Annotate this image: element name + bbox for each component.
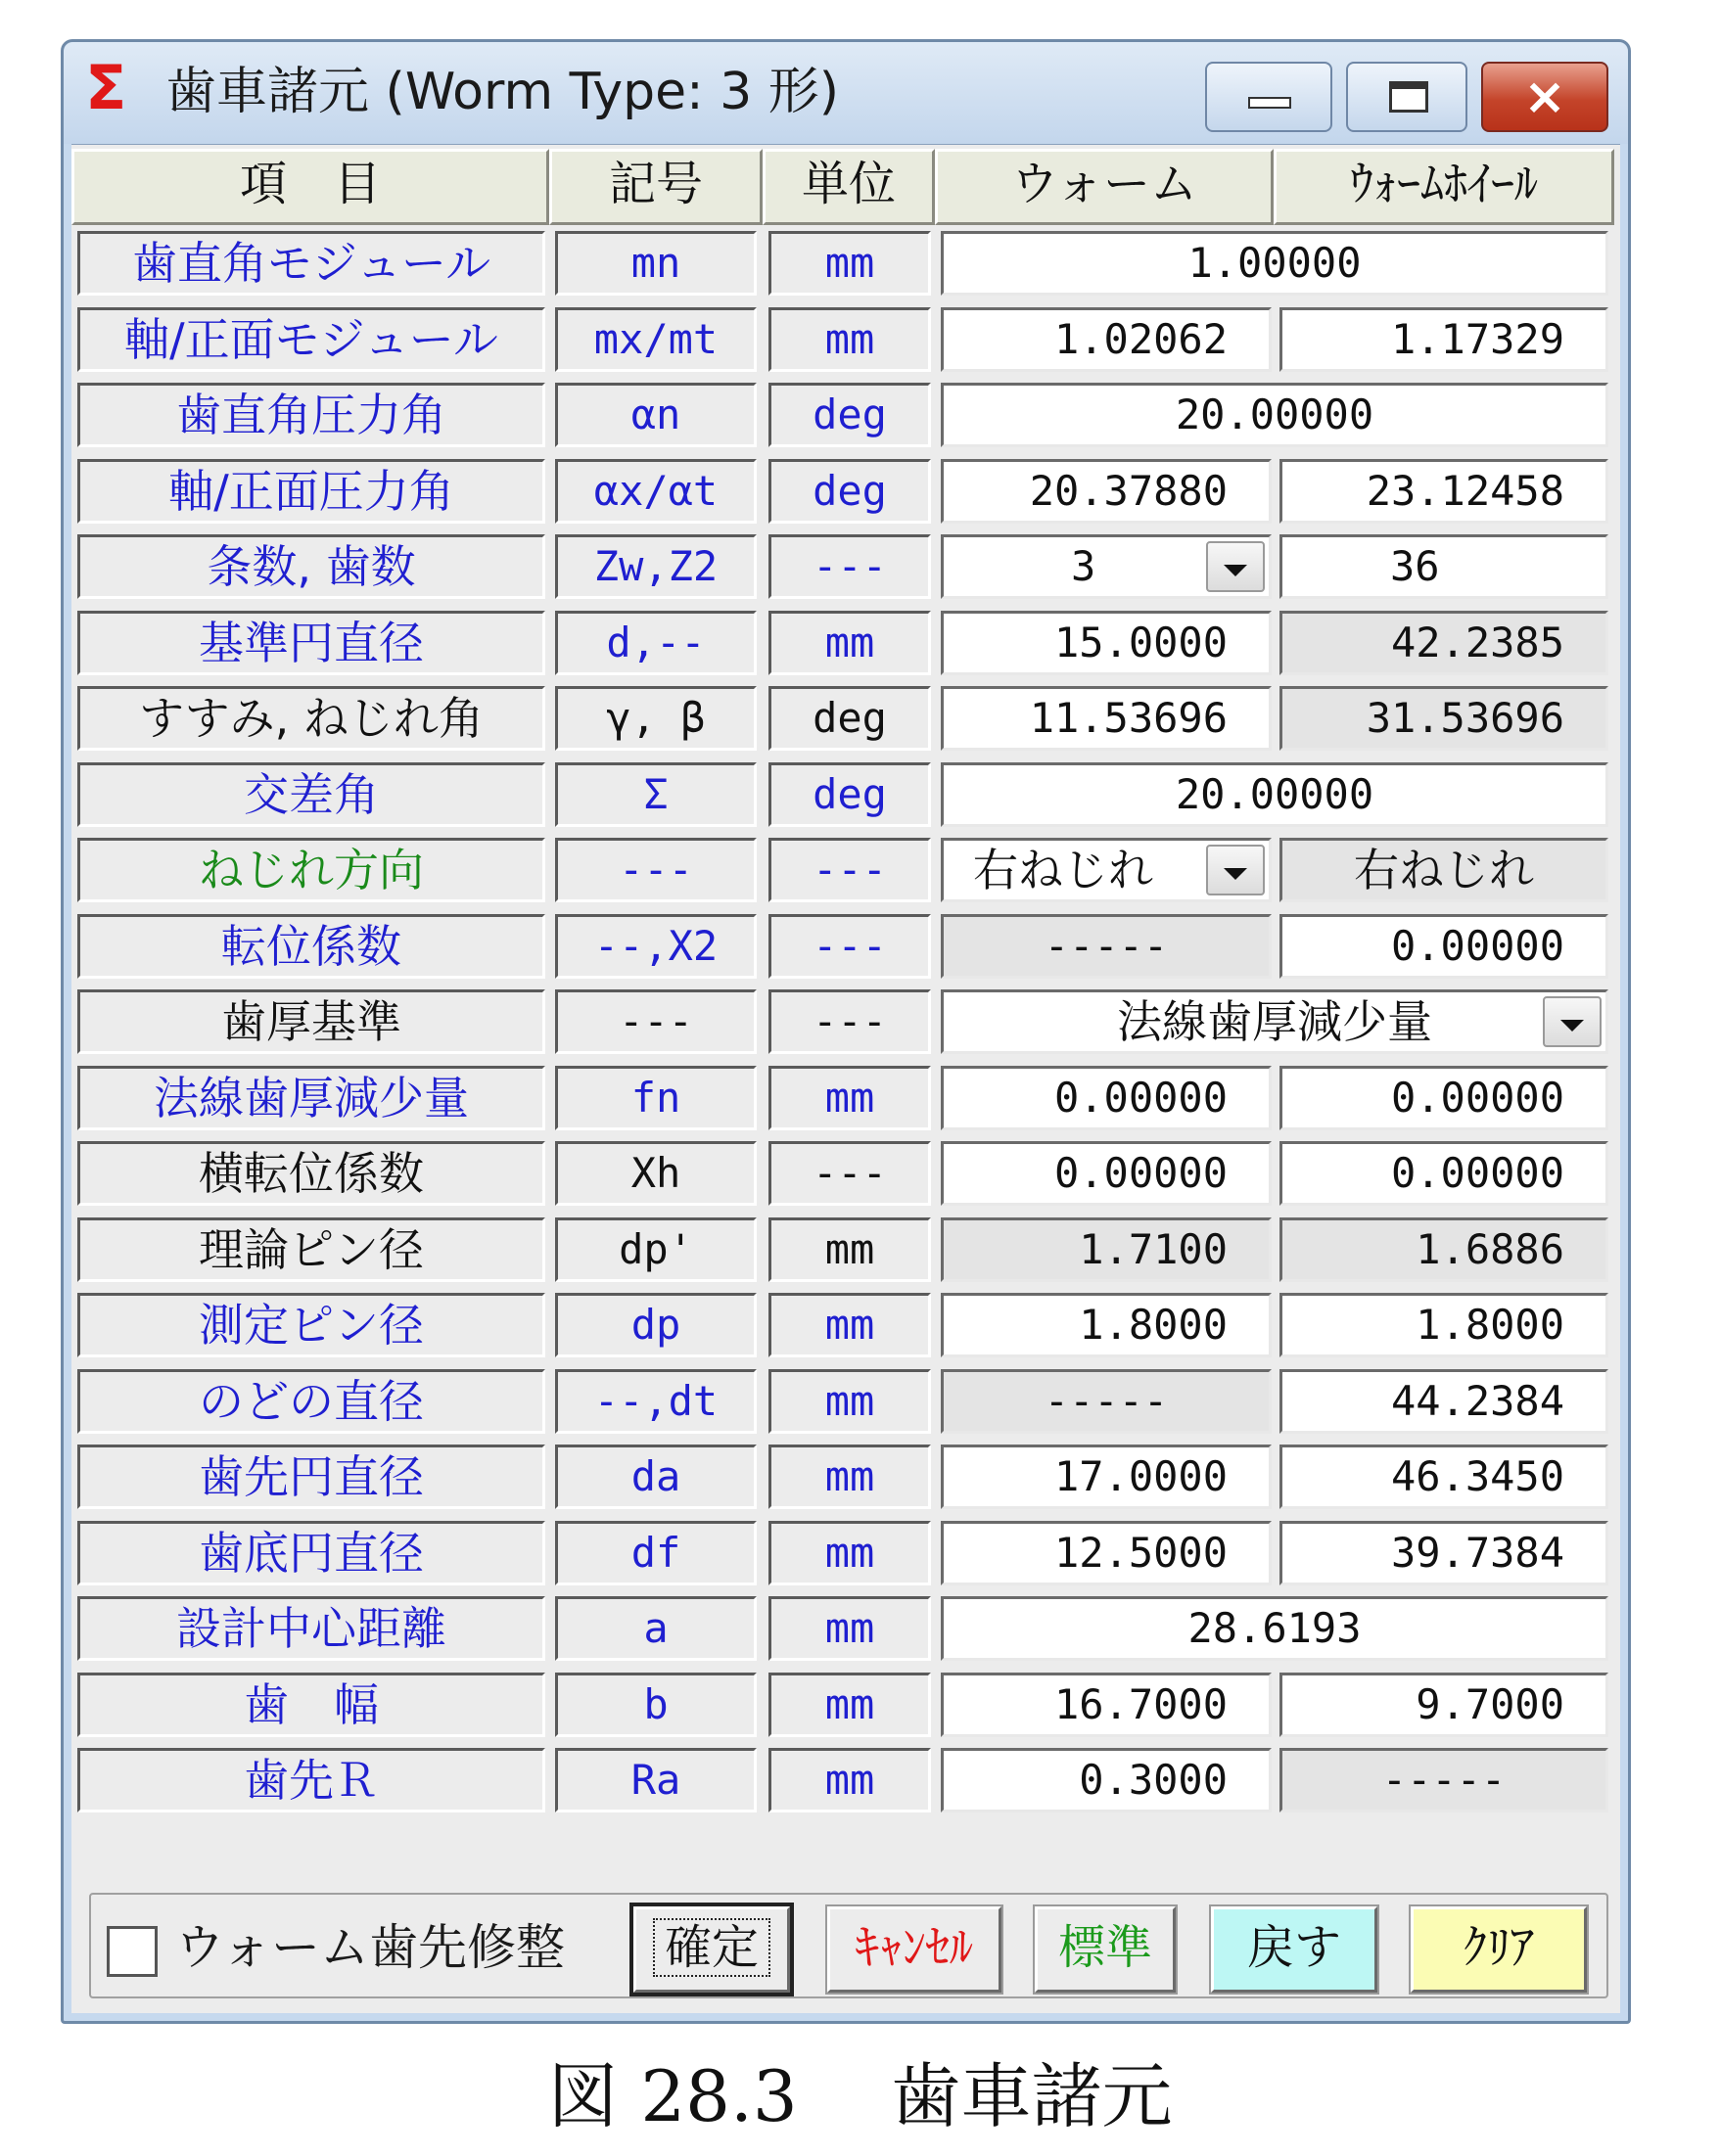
row-unit: ---	[768, 914, 931, 979]
row-unit: mm	[768, 1293, 931, 1357]
wheel-value-field[interactable]: 1.8000	[1279, 1293, 1608, 1357]
row-symbol: mx/mt	[555, 307, 757, 372]
row-symbol: fn	[555, 1066, 757, 1130]
row-symbol: dp'	[555, 1217, 757, 1282]
sigma-icon: Σ	[85, 52, 127, 123]
window-title: 歯車諸元 (Worm Type: 3 形)	[165, 63, 840, 121]
tip-modification-checkbox[interactable]	[107, 1926, 158, 1977]
close-icon: ×	[1523, 68, 1566, 126]
row-symbol: --,dt	[555, 1369, 757, 1434]
wheel-value-field[interactable]: 46.3450	[1279, 1445, 1608, 1509]
row-symbol: df	[555, 1521, 757, 1585]
worm-value-text: 1.02062	[1053, 315, 1228, 363]
value-field-shared[interactable]	[941, 1596, 1608, 1661]
worm-value-field[interactable]	[941, 1521, 1272, 1585]
wheel-value-field: 1.6886	[1279, 1217, 1608, 1282]
ok-button[interactable]	[633, 1906, 790, 1993]
worm-value-text: 11.53696	[1029, 694, 1228, 742]
worm-value-field[interactable]	[941, 307, 1272, 372]
value-text: 20.00000	[1175, 770, 1374, 818]
worm-value-text: 1.8000	[1079, 1301, 1228, 1349]
standard-button-label: 標準	[1057, 1920, 1152, 1975]
wheel-value-field[interactable]: 1.17329	[1279, 307, 1608, 372]
row-unit: mm	[768, 1673, 931, 1737]
row-symbol: mn	[555, 231, 757, 296]
row-label: 基準円直径	[77, 611, 545, 675]
row-label: 歯直角モジュール	[77, 231, 545, 296]
worm-value-text: 0.00000	[1053, 1149, 1228, 1197]
value-text: 20.00000	[1175, 390, 1374, 438]
wheel-value-field: 42.2385	[1279, 611, 1608, 675]
row-label: 測定ピン径	[77, 1293, 545, 1357]
worm-value-field[interactable]	[941, 1217, 1272, 1282]
row-label: 横転位係数	[77, 1141, 545, 1206]
wheel-value-field[interactable]: 36	[1279, 534, 1608, 599]
wheel-value-field[interactable]: 39.7384	[1279, 1521, 1608, 1585]
row-label: 転位係数	[77, 914, 545, 979]
worm-value-text: -----	[1044, 1377, 1169, 1425]
row-unit: mm	[768, 307, 931, 372]
row-unit: mm	[768, 1066, 931, 1130]
minimize-button[interactable]	[1205, 62, 1332, 132]
worm-value-text: 12.5000	[1053, 1529, 1228, 1577]
row-unit: mm	[768, 1445, 931, 1509]
clear-button-label: ｸﾘｱ	[1463, 1920, 1534, 1975]
row-unit: mm	[768, 1748, 931, 1812]
worm-value-text: 0.3000	[1079, 1756, 1228, 1804]
wheel-value-field: 31.53696	[1279, 686, 1608, 751]
wheel-value-field: -----	[1279, 1748, 1608, 1812]
worm-value-text: 16.7000	[1053, 1680, 1228, 1728]
value-field-shared[interactable]	[941, 231, 1608, 296]
row-unit: mm	[768, 1217, 931, 1282]
back-button-label: 戻す	[1246, 1920, 1341, 1975]
row-unit: ---	[768, 1141, 931, 1206]
minimize-icon	[1248, 97, 1291, 109]
ok-button-label: 確定	[653, 1918, 770, 1977]
row-label: 交差角	[77, 762, 545, 827]
worm-value-text: 3	[1071, 542, 1096, 590]
row-unit: mm	[768, 1521, 931, 1585]
row-symbol: a	[555, 1596, 757, 1661]
cancel-button-label: ｷｬﾝｾﾙ	[855, 1920, 973, 1975]
gear-specs-window	[61, 39, 1631, 2024]
row-label: 歯直角圧力角	[77, 383, 545, 447]
close-button[interactable]	[1481, 62, 1608, 132]
row-symbol: αn	[555, 383, 757, 447]
row-symbol: γ, β	[555, 686, 757, 751]
row-symbol: b	[555, 1673, 757, 1737]
wheel-value-field[interactable]: 44.2384	[1279, 1369, 1608, 1434]
worm-value-text: 右ねじれ	[973, 844, 1153, 896]
row-label: 軸/正面モジュール	[77, 307, 545, 372]
header-wheel: ｳｫｰﾑﾎｲｰﾙ	[1274, 149, 1614, 225]
worm-value-text: 0.00000	[1053, 1074, 1228, 1122]
cancel-button[interactable]	[827, 1906, 1001, 1993]
row-unit: mm	[768, 611, 931, 675]
row-unit: ---	[768, 534, 931, 599]
row-label: のどの直径	[77, 1369, 545, 1434]
figure-caption: 図 28.3 歯車諸元	[547, 2055, 1173, 2137]
worm-select[interactable]	[941, 838, 1272, 902]
row-symbol: dp	[555, 1293, 757, 1357]
row-label: 歯先Ｒ	[77, 1748, 545, 1812]
row-label: すすみ, ねじれ角	[77, 686, 545, 751]
chevron-down-icon[interactable]	[1543, 996, 1602, 1047]
chevron-down-icon[interactable]	[1206, 541, 1265, 592]
worm-value-text: 17.0000	[1053, 1452, 1228, 1500]
dialog-client-area	[71, 144, 1620, 2013]
row-label: 歯底円直径	[77, 1521, 545, 1585]
maximize-icon	[1389, 81, 1428, 113]
row-unit: deg	[768, 383, 931, 447]
value-field-shared[interactable]	[941, 383, 1608, 447]
row-symbol: αx/αt	[555, 459, 757, 524]
value-text: 28.6193	[1187, 1604, 1362, 1652]
row-symbol: --,X2	[555, 914, 757, 979]
value-field-shared[interactable]	[941, 762, 1608, 827]
row-unit: mm	[768, 231, 931, 296]
worm-value-text: 1.7100	[1079, 1225, 1228, 1273]
worm-value-field[interactable]	[941, 1066, 1272, 1130]
worm-value-text: 15.0000	[1053, 619, 1228, 666]
wheel-value-field[interactable]: 0.00000	[1279, 1141, 1608, 1206]
title-bar[interactable]	[64, 42, 1628, 144]
wheel-value-field: 右ねじれ	[1279, 838, 1608, 902]
header-symbol: 記号	[549, 149, 763, 225]
wheel-value-field[interactable]: 0.00000	[1279, 914, 1608, 979]
worm-select[interactable]	[941, 534, 1272, 599]
row-symbol: ---	[555, 838, 757, 902]
worm-value-text: 20.37880	[1029, 467, 1228, 515]
row-label: 軸/正面圧力角	[77, 459, 545, 524]
tip-modification-label: ウォーム歯先修整	[175, 1919, 565, 1976]
row-symbol: Xh	[555, 1141, 757, 1206]
worm-value-field[interactable]	[941, 914, 1272, 979]
row-label: 理論ピン径	[77, 1217, 545, 1282]
row-label: ねじれ方向	[77, 838, 545, 902]
worm-value-field[interactable]	[941, 1673, 1272, 1737]
row-unit: mm	[768, 1369, 931, 1434]
row-unit: mm	[768, 1596, 931, 1661]
standard-button[interactable]	[1035, 1906, 1176, 1993]
row-symbol: Ra	[555, 1748, 757, 1812]
row-label: 条数, 歯数	[77, 534, 545, 599]
header-item: 項 目	[71, 149, 549, 225]
maximize-button[interactable]	[1346, 62, 1467, 132]
header-worm: ウォーム	[935, 149, 1274, 225]
worm-value-field[interactable]	[941, 1369, 1272, 1434]
row-symbol: ---	[555, 989, 757, 1054]
row-symbol: da	[555, 1445, 757, 1509]
wheel-value-field[interactable]: 9.7000	[1279, 1673, 1608, 1737]
row-label: 歯先円直径	[77, 1445, 545, 1509]
wheel-value-field[interactable]: 23.12458	[1279, 459, 1608, 524]
worm-value-field[interactable]	[941, 611, 1272, 675]
row-unit: deg	[768, 459, 931, 524]
row-label: 歯 幅	[77, 1673, 545, 1737]
back-button[interactable]	[1211, 1906, 1377, 1993]
worm-value-field[interactable]	[941, 1748, 1272, 1812]
worm-value-field[interactable]	[941, 1141, 1272, 1206]
row-symbol: d,--	[555, 611, 757, 675]
row-unit: ---	[768, 838, 931, 902]
chevron-down-icon[interactable]	[1206, 845, 1265, 895]
value-text: 法線歯厚減少量	[1117, 995, 1432, 1048]
worm-value-field[interactable]	[941, 686, 1272, 751]
row-label: 法線歯厚減少量	[77, 1066, 545, 1130]
row-symbol: Zw,Z2	[555, 534, 757, 599]
row-symbol: Σ	[555, 762, 757, 827]
clear-button[interactable]	[1411, 1906, 1587, 1993]
worm-value-field[interactable]	[941, 459, 1272, 524]
row-unit: deg	[768, 686, 931, 751]
worm-value-field[interactable]	[941, 1293, 1272, 1357]
worm-value-field[interactable]	[941, 1445, 1272, 1509]
row-label: 歯厚基準	[77, 989, 545, 1054]
thickness-basis-select[interactable]	[941, 989, 1608, 1054]
header-unit: 単位	[763, 149, 935, 225]
row-label: 設計中心距離	[77, 1596, 545, 1661]
value-text: 1.00000	[1187, 239, 1362, 287]
row-unit: ---	[768, 989, 931, 1054]
row-unit: deg	[768, 762, 931, 827]
worm-value-text: -----	[1044, 922, 1169, 970]
wheel-value-field[interactable]: 0.00000	[1279, 1066, 1608, 1130]
